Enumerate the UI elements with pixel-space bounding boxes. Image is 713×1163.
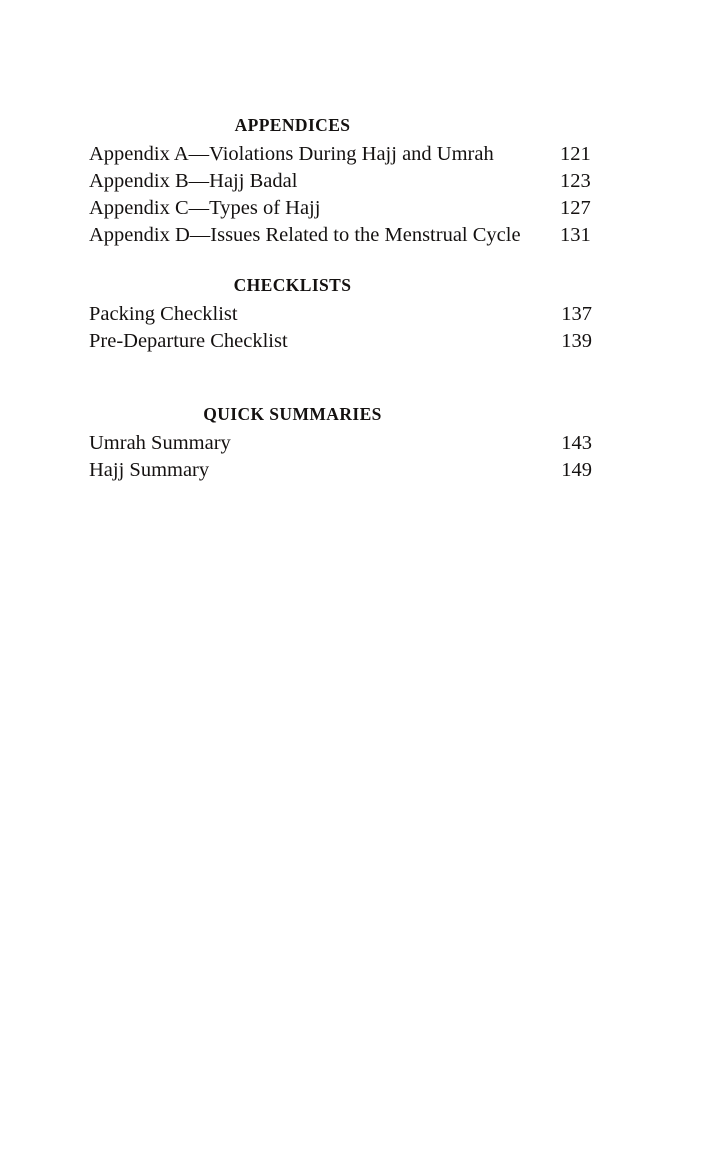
toc-entry-title: Appendix A—Violations During Hajj and Umrah bbox=[89, 143, 494, 165]
toc-section-checklists bbox=[89, 272, 592, 355]
section-spacer bbox=[89, 249, 592, 272]
toc-entry-title: Appendix C—Types of Hajj bbox=[89, 197, 321, 219]
toc-entry[interactable] bbox=[89, 168, 592, 195]
toc-entry-page-number: 123 bbox=[560, 170, 591, 192]
toc-entry-page-number: 137 bbox=[561, 303, 592, 325]
toc-entry-list-appendices bbox=[89, 141, 592, 249]
toc-entry-page-number: 131 bbox=[560, 224, 591, 246]
toc-entry-page-number: 127 bbox=[560, 197, 591, 219]
toc-entry-page-number: 121 bbox=[560, 143, 591, 165]
table-of-contents bbox=[89, 112, 592, 484]
section-heading-quick-summaries: QUICK SUMMARIES bbox=[203, 404, 382, 424]
section-heading-appendices: APPENDICES bbox=[234, 115, 351, 135]
toc-entry[interactable] bbox=[89, 222, 592, 249]
toc-entry-list-quick-summaries bbox=[89, 430, 592, 484]
toc-entry-title: Appendix D—Issues Related to the Menstrual Cycle bbox=[89, 224, 521, 246]
toc-entry[interactable] bbox=[89, 328, 592, 355]
toc-entry-title: Hajj Summary bbox=[89, 459, 210, 481]
toc-entry[interactable] bbox=[89, 195, 592, 222]
section-spacer bbox=[89, 355, 592, 401]
toc-entry-page-number: 139 bbox=[561, 330, 592, 352]
toc-entry-page-number: 143 bbox=[561, 432, 592, 454]
toc-entry[interactable] bbox=[89, 457, 592, 484]
toc-section-quick-summaries bbox=[89, 401, 592, 484]
toc-entry-page-number: 149 bbox=[561, 459, 592, 481]
section-heading-checklists: CHECKLISTS bbox=[233, 275, 352, 295]
toc-entry[interactable] bbox=[89, 301, 592, 328]
toc-entry-title: Pre-Departure Checklist bbox=[89, 330, 288, 352]
toc-entry[interactable] bbox=[89, 430, 592, 457]
toc-entry-title: Umrah Summary bbox=[89, 432, 231, 454]
toc-entry-list-checklists bbox=[89, 301, 592, 355]
toc-entry-title: Appendix B—Hajj Badal bbox=[89, 170, 298, 192]
toc-entry[interactable] bbox=[89, 141, 592, 168]
toc-entry-title: Packing Checklist bbox=[89, 303, 238, 325]
toc-section-appendices bbox=[89, 112, 592, 249]
